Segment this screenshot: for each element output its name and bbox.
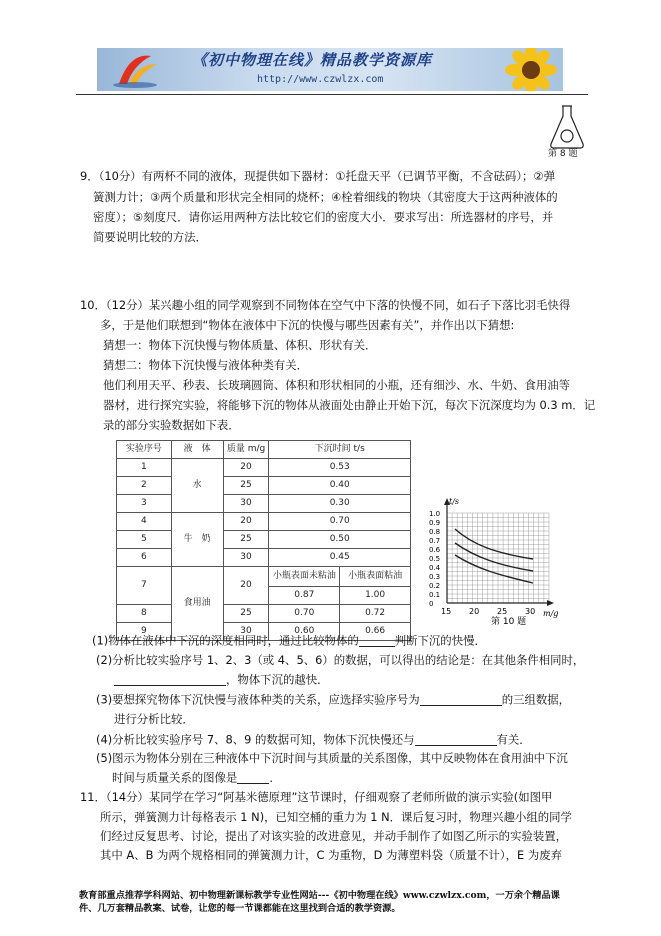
table-cell: 25 — [223, 477, 269, 495]
q10-sub-4 — [96, 734, 531, 746]
flask-figure-icon — [548, 104, 586, 150]
q9-line-3: 密度）；⑤刻度尺．请你运用两种方法比较它们的密度大小．要求写出：所选器材的序号，并 — [93, 210, 554, 224]
q10-sub-3-text-end: 的三组数据， — [501, 692, 571, 707]
y-tick-label: 0.5 — [429, 555, 441, 563]
y-tick-label: 0.4 — [429, 564, 441, 572]
table-header-cell: 实验序号 — [117, 441, 172, 459]
table-cell: 5 — [117, 531, 172, 549]
footer-line-1: 教育部重点推荐学科网站、初中物理新课标教学专业性网站---《初中物理在线》www.czwlzx.com，一万余个精品课 — [79, 890, 560, 901]
table-cell: 3 — [117, 495, 172, 513]
q11-line-3: 们经过反复思考、讨论，提出了对该实验的改进意见，并动手制作了如图乙所示的实验装置， — [100, 829, 568, 843]
q10-line-3: 猜想一：物体下沉快慢与物体质量、体积、形状有关． — [103, 338, 377, 352]
table-row — [117, 549, 411, 567]
q10-line-2: 多，于是他们联想到“物体在液体中下沉的快慢与哪些因素有关”，并作出以下猜想: — [100, 318, 515, 332]
table-cell: 0.72 — [340, 605, 411, 623]
table-header-cell: 液 体 — [171, 441, 223, 459]
y-tick-label: 1.0 — [429, 510, 441, 518]
q10-sub-2: (2)分析比较实验序号 1、2、3（或 4、5、6）的数据，可以得出的结论是：在其他条件相同时， — [96, 653, 585, 667]
graph-grid — [447, 513, 549, 603]
table-cell: 0.45 — [269, 549, 411, 567]
table-row — [117, 495, 411, 513]
banner-url[interactable]: http://www.czwlzx.com — [257, 74, 384, 85]
table-cell: 30 — [223, 623, 269, 641]
q11-line-1: 11．（14分）某同学在学习“阿基米德原理”这节课时，仔细观察了老师所做的演示实验(如图甲 — [80, 790, 553, 804]
table-cell: 8 — [117, 605, 172, 623]
table-cell: 0.70 — [269, 513, 411, 531]
table-cell-liquid: 食用油 — [171, 567, 223, 641]
table-cell: 1 — [117, 459, 172, 477]
q9-line-4: 简要说明比较的方法． — [93, 230, 207, 244]
x-axis-arrow-icon — [547, 600, 554, 606]
x-tick-label: 15 — [441, 607, 452, 616]
sunflower-icon — [491, 48, 561, 91]
answer-blank-1[interactable] — [359, 635, 395, 647]
q10-sub-5-text-end: ． — [269, 770, 281, 785]
header-rule — [76, 94, 588, 95]
table-cell: 0.87 — [269, 587, 340, 605]
q10-line-5: 他们利用天平、秒表、长玻璃圆筒、体积和形状相同的小瓶，还有细沙、水、牛奶、食用油等 — [103, 378, 571, 392]
q10-sub-5: (5)图示为物体分别在三种液体中下沉时间与其质量的关系图像，其中反映物体在食用油中下沉 — [96, 751, 568, 765]
q10-sub-5-text: 时间与质量关系的图像是 — [112, 770, 238, 785]
q10-sub-1-text-end: 判断下沉的快慢． — [394, 633, 486, 648]
y-tick-label: 0.3 — [429, 573, 441, 581]
answer-blank-3[interactable] — [420, 694, 502, 706]
q11-line-4: 其中 A、B 为两个规格相同的弹簧测力计，C 为重物，D 为薄塑料袋（质量不计），E 为废弃 — [100, 848, 562, 862]
table-cell-liquid: 牛 奶 — [171, 513, 223, 567]
x-tick-label: 30 — [525, 607, 536, 616]
q10-sub-2b — [114, 674, 329, 686]
table-cell: 30 — [223, 549, 269, 567]
table-cell: 4 — [117, 513, 172, 531]
table-cell: 25 — [223, 531, 269, 549]
banner-title: 《初中物理在线》精品教学资源库 — [192, 51, 433, 69]
x-tick-label: 20 — [469, 607, 480, 616]
answer-blank-4[interactable] — [415, 734, 497, 746]
q10-line-7: 录的部分实验数据如下表． — [103, 418, 240, 432]
graph-caption: 第 10 题 — [491, 617, 527, 625]
graph-curve-1 — [455, 529, 533, 559]
table-row — [117, 477, 411, 495]
footer-line-2: 件、几万套精品教案、试卷，让您的每一节课都能在这里找到合适的教学资源。 — [79, 903, 401, 914]
y-tick-label: 0.8 — [429, 528, 441, 536]
table-cell: 7 — [117, 567, 172, 605]
q10-sub-2-text-end: ，物体下沉的越快． — [226, 672, 329, 687]
table-row — [117, 459, 411, 477]
q10-sub-1 — [92, 635, 486, 647]
table-row — [117, 605, 411, 623]
y-tick-label: 0.9 — [429, 519, 441, 527]
site-logo-icon — [105, 50, 165, 90]
figure-8-caption: 第 8 题 — [548, 149, 578, 159]
table-cell: 0.30 — [269, 495, 411, 513]
q10-line-4: 猜想二：物体下沉快慢与液体种类有关． — [103, 358, 309, 372]
q10-sub-3 — [96, 694, 570, 706]
x-tick-label: 25 — [497, 607, 508, 616]
table-row — [117, 567, 411, 587]
answer-blank-2[interactable] — [114, 674, 226, 686]
table-cell: 2 — [117, 477, 172, 495]
table-cell: 1.00 — [340, 587, 411, 605]
y-tick-label: 0 — [429, 600, 434, 608]
q10-sub-4-text-end: 有关． — [496, 732, 531, 747]
table-cell: 30 — [223, 495, 269, 513]
y-tick-label: 0.1 — [429, 591, 441, 599]
y-tick-label: 0.2 — [429, 582, 441, 590]
table-cell: 9 — [117, 623, 172, 641]
table-header-row — [117, 441, 411, 459]
graph-y-label: t/s — [449, 497, 460, 506]
table-cell: 0.53 — [269, 459, 411, 477]
q10-sub-5b — [112, 772, 281, 784]
experiment-data-table — [116, 440, 411, 641]
page-footer — [79, 889, 589, 915]
table-subheader-cell: 小瓶表面粘油 — [340, 567, 411, 587]
table-cell: 20 — [223, 567, 269, 605]
table-header-cell: 下沉时间 t/s — [269, 441, 411, 459]
table-cell: 0.66 — [340, 623, 411, 641]
q10-sub-1-text: (1)物体在液体中下沉的深度相同时，通过比较物体的 — [92, 633, 359, 648]
answer-blank-5[interactable] — [237, 772, 269, 784]
y-tick-label: 0.6 — [429, 546, 441, 554]
q11-line-2: 所示，弹簧测力计每格表示 1 N)，已知空桶的重力为 1 N．课后复习时，物理兴趣小组的同学 — [100, 810, 572, 824]
table-cell: 6 — [117, 549, 172, 567]
table-row — [117, 531, 411, 549]
graph-x-label: m/g — [543, 609, 559, 618]
header-banner — [97, 48, 563, 91]
table-cell-liquid: 水 — [171, 459, 223, 513]
table-cell: 0.60 — [269, 623, 340, 641]
q10-line-6: 器材，进行探究实验，将能够下沉的物体从液面处由静止开始下沉，每次下沉深度均为 0.3 m．记 — [103, 398, 596, 412]
q9-line-2: 簧测力计；③两个质量和形状完全相同的烧杯；④栓着细线的物块（其密度大于这两种液体的 — [93, 190, 558, 204]
table-cell: 0.70 — [269, 605, 340, 623]
y-tick-label: 0.7 — [429, 537, 441, 545]
q10-line-1: 10．（12分）某兴趣小组的同学观察到不同物体在空气中下落的快慢不同，如石子下落比羽毛快得 — [80, 298, 571, 312]
table-cell: 25 — [223, 605, 269, 623]
q10-sub-4-text: (4)分析比较实验序号 7、8、9 的数据可知，物体下沉快慢还与 — [96, 732, 415, 747]
q10-sub-3c: 进行分析比较． — [114, 712, 194, 726]
q10-sub-3-text: (3)要想探究物体下沉快慢与液体种类的关系，应选择实验序号为 — [96, 692, 420, 707]
table-row — [117, 513, 411, 531]
table-cell: 0.50 — [269, 531, 411, 549]
sink-time-graph — [425, 495, 575, 625]
table-cell: 0.40 — [269, 477, 411, 495]
table-header-cell: 质量 m/g — [223, 441, 269, 459]
table-cell: 20 — [223, 459, 269, 477]
table-cell: 20 — [223, 513, 269, 531]
table-subheader-cell: 小瓶表面未粘油 — [269, 567, 340, 587]
q9-line-1: 9．（10分）有两杯不同的液体，现提供如下器材：①托盘天平（已调节平衡，不含砝码）；②弹 — [80, 169, 556, 183]
